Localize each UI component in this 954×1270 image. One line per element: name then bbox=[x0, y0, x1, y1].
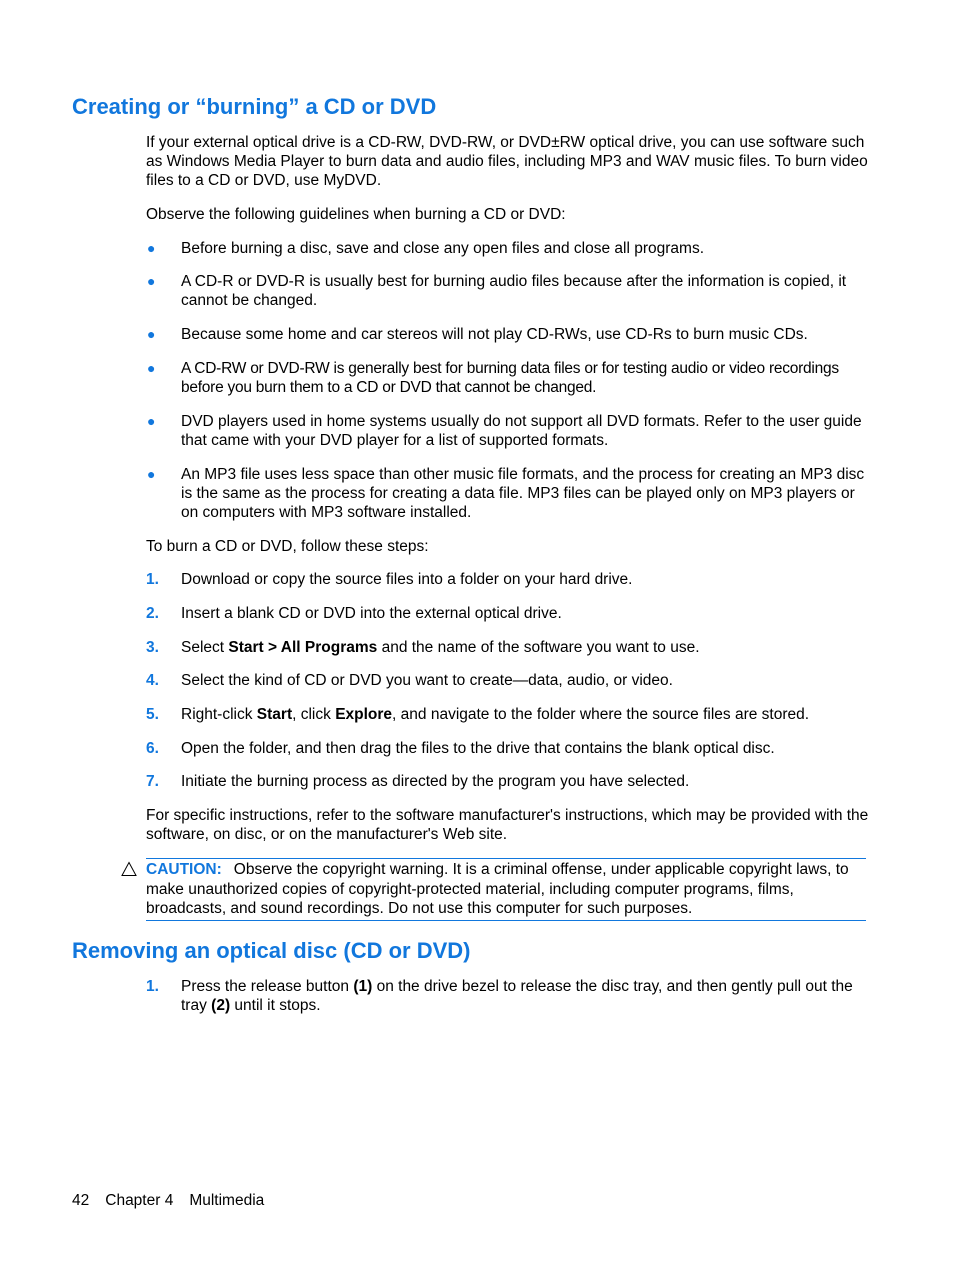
caution-label: CAUTION: bbox=[146, 861, 222, 878]
page-number: 42 bbox=[72, 1192, 90, 1209]
bullet-icon: ● bbox=[147, 273, 156, 289]
bullet-text: DVD players used in home systems usually do not support all DVD formats. Refer to the user guide that came with your DVD player for a list of supported formats. bbox=[181, 413, 862, 449]
section-heading-removing: Removing an optical disc (CD or DVD) bbox=[72, 938, 471, 963]
steps-intro: To burn a CD or DVD, follow these steps: bbox=[146, 538, 429, 555]
chapter-label: Chapter 4 bbox=[105, 1192, 174, 1209]
step-number: 2. bbox=[146, 605, 159, 622]
bullet-icon: ● bbox=[147, 240, 156, 256]
list-item bbox=[146, 465, 876, 522]
caution-text: Observe the copyright warning. It is a criminal offense, under applicable copyright laws, to make unauthorized copies of copyright-protected material, including computer programs, films, broadcasts, and sound recordings. Do not use this computer for such purposes. bbox=[146, 861, 849, 917]
warning-triangle-icon bbox=[121, 861, 137, 877]
bullet-text: A CD-R or DVD-R is usually best for burning audio files because after the information is copied, it cannot be changed. bbox=[181, 273, 847, 309]
step-item bbox=[146, 638, 876, 657]
step-item bbox=[146, 739, 876, 758]
intro-paragraph: If your external optical drive is a CD-RW, DVD-RW, or DVD±RW optical drive, you can use software such as Windows Media Player to burn data and audio files, including MP3 and WAV music files. To burn video files to a CD or DVD, use MyDVD. bbox=[146, 134, 868, 189]
closing-paragraph: For specific instructions, refer to the software manufacturer's instructions, which may be provided with the software, on disc, or on the manufacturer's Web site. bbox=[146, 807, 869, 843]
step-number: 1. bbox=[146, 978, 159, 995]
step-item bbox=[146, 671, 876, 690]
bullet-text: A CD-RW or DVD-RW is generally best for burning data files or for testing audio or video recordings before you burn them to a CD or DVD that cannot be changed. bbox=[181, 360, 839, 396]
step-text: Select the kind of CD or DVD you want to create—data, audio, or video. bbox=[181, 672, 673, 689]
step-item bbox=[146, 570, 876, 589]
bullet-icon: ● bbox=[147, 326, 156, 342]
step-text: Press the release button (1) on the drive bezel to release the disc tray, and then gently pull out the tray (2) until it stops. bbox=[181, 978, 853, 1014]
list-item bbox=[146, 359, 876, 397]
list-item bbox=[146, 239, 876, 258]
bullet-text: Because some home and car stereos will not play CD-RWs, use CD-Rs to burn music CDs. bbox=[181, 326, 808, 343]
step-number: 3. bbox=[146, 639, 159, 656]
page-footer bbox=[72, 1192, 280, 1210]
step-text: Initiate the burning process as directed by the program you have selected. bbox=[181, 773, 690, 790]
bullet-text: An MP3 file uses less space than other music file formats, and the process for creating an MP3 disc is the same as the process for creating a data file. MP3 files can be played only on MP3 players or on computers with MP3 software installed. bbox=[181, 466, 865, 521]
step-number: 7. bbox=[146, 773, 159, 790]
bullet-icon: ● bbox=[147, 413, 156, 429]
bullet-icon: ● bbox=[147, 360, 156, 376]
list-item bbox=[146, 325, 876, 344]
section-heading-burning: Creating or “burning” a CD or DVD bbox=[72, 94, 437, 119]
chapter-title: Multimedia bbox=[189, 1192, 265, 1209]
bullet-text: Before burning a disc, save and close any open files and close all programs. bbox=[181, 240, 704, 257]
step-item bbox=[146, 705, 876, 724]
step-item bbox=[146, 772, 876, 791]
step-number: 4. bbox=[146, 672, 159, 689]
step-number: 5. bbox=[146, 706, 159, 723]
guidelines-intro: Observe the following guidelines when burning a CD or DVD: bbox=[146, 206, 566, 223]
list-item bbox=[146, 272, 876, 310]
step-text: Right-click Start, click Explore, and navigate to the folder where the source files are stored. bbox=[181, 706, 810, 723]
step-item bbox=[146, 977, 876, 1015]
step-number: 1. bbox=[146, 571, 159, 588]
step-number: 6. bbox=[146, 740, 159, 757]
step-text: Download or copy the source files into a folder on your hard drive. bbox=[181, 571, 633, 588]
step-text: Open the folder, and then drag the files to the drive that contains the blank optical disc. bbox=[181, 740, 775, 757]
step-item bbox=[146, 604, 876, 623]
step-text: Select Start > All Programs and the name of the software you want to use. bbox=[181, 639, 700, 656]
list-item bbox=[146, 412, 876, 450]
step-text: Insert a blank CD or DVD into the external optical drive. bbox=[181, 605, 562, 622]
bullet-icon: ● bbox=[147, 466, 156, 482]
caution-box bbox=[146, 858, 866, 921]
